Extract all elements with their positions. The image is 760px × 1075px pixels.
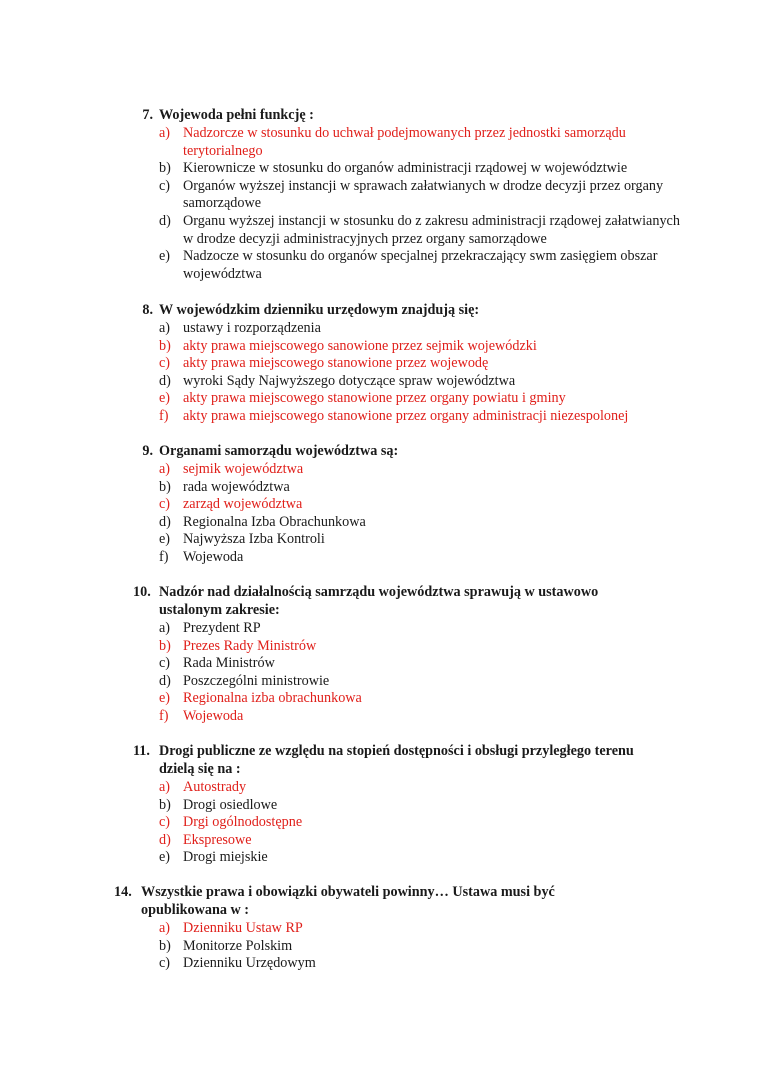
question-7 <box>0 107 760 282</box>
option-letter: c) <box>159 355 171 372</box>
answer-option <box>0 920 760 938</box>
option-letter: e) <box>159 531 171 548</box>
question-text: Drogi publiczne ze względu na stopień dostępności i obsługi przyległego terenu dzielą się na : <box>159 743 634 777</box>
option-text: Autostrady <box>183 779 247 795</box>
option-text: Rada Ministrów <box>183 655 275 672</box>
answer-option <box>0 690 760 708</box>
question-text: Wojewoda pełni funkcję : <box>159 107 314 123</box>
option-text: Wojewoda <box>183 707 244 724</box>
answer-option <box>0 408 760 426</box>
option-letter: d) <box>159 212 171 229</box>
option-text: sejmik województwa <box>183 461 304 477</box>
option-letter: c) <box>159 955 171 972</box>
answer-option <box>0 248 760 283</box>
option-letter: b) <box>159 160 171 177</box>
option-text: Dzienniku Ustaw RP <box>183 920 303 936</box>
option-text: akty prawa miejscowego stanowione przez organy powiatu i gminy <box>183 390 566 407</box>
option-letter: b) <box>159 337 171 354</box>
answer-option <box>0 496 760 514</box>
answer-option <box>0 125 760 160</box>
answer-option <box>0 938 760 956</box>
option-text: akty prawa miejscowego stanowione przez organy administracji niezespolonej <box>183 407 629 424</box>
option-letter: c) <box>159 496 171 513</box>
answer-option <box>0 779 760 797</box>
question-number: 10. <box>133 584 151 600</box>
question-text: Wszystkie prawa i obowiązki obywateli powinny… Ustawa musi być opublikowana w : <box>141 884 555 918</box>
option-text: Wojewoda <box>183 548 244 565</box>
option-text: wyroki Sądy Najwyższego dotyczące spraw województwa <box>183 372 516 389</box>
option-letter: c) <box>159 814 171 831</box>
question-text: W wojewódzkim dzienniku urzędowym znajdują się: <box>159 302 480 318</box>
option-text: ustawy i rozporządzenia <box>183 320 321 336</box>
answer-option <box>0 531 760 549</box>
question-number: 14. <box>114 884 132 900</box>
question-10 <box>0 584 760 724</box>
answer-option <box>0 213 760 248</box>
answer-option <box>0 832 760 850</box>
option-letter: d) <box>159 831 171 848</box>
option-text: Ekspresowe <box>183 831 252 848</box>
option-text: Regionalna izba obrachunkowa <box>183 690 362 707</box>
answer-option <box>0 355 760 373</box>
option-text: Kierownicze w stosunku do organów administracji rządowej w województwie <box>183 160 628 177</box>
option-letter: a) <box>159 125 171 141</box>
option-text: Najwyższa Izba Kontroli <box>183 531 325 548</box>
answer-option <box>0 955 760 973</box>
option-text: Nadzocze w stosunku do organów specjalnej przekraczający swm zasięgiem obszar województwa <box>183 248 658 282</box>
question-number: 11. <box>133 743 150 759</box>
answer-option <box>0 549 760 567</box>
answer-option <box>0 479 760 497</box>
question-number: 8. <box>142 302 153 318</box>
option-letter: e) <box>159 690 171 707</box>
option-letter: c) <box>159 655 171 672</box>
option-text: Dzienniku Urzędowym <box>183 955 316 972</box>
option-letter: e) <box>159 849 171 866</box>
answer-option <box>0 849 760 867</box>
option-letter: b) <box>159 478 171 495</box>
answer-option <box>0 461 760 479</box>
option-letter: a) <box>159 320 171 336</box>
option-text: Drogi miejskie <box>183 849 268 866</box>
answer-option <box>0 814 760 832</box>
answer-option <box>0 638 760 656</box>
answer-option <box>0 708 760 726</box>
option-text: Drgi ogólnodostępne <box>183 814 303 831</box>
option-text: Drogi osiedlowe <box>183 796 278 813</box>
option-letter: a) <box>159 461 171 477</box>
option-letter: c) <box>159 177 171 194</box>
option-text: Prezydent RP <box>183 620 261 636</box>
option-letter: a) <box>159 920 171 936</box>
answer-option <box>0 338 760 356</box>
question-9 <box>0 443 760 565</box>
question-14 <box>0 884 760 972</box>
option-letter: d) <box>159 672 171 689</box>
option-text: akty prawa miejscowego stanowione przez wojewodę <box>183 355 489 372</box>
answer-option <box>0 655 760 673</box>
answer-option <box>0 797 760 815</box>
option-text: Organu wyższej instancji w stosunku do z zakresu administracji rządowej załatwianych w drodze decyzji administracyjnych przez organy samorządowe <box>183 212 680 247</box>
option-letter: f) <box>159 548 169 565</box>
question-11 <box>0 743 760 866</box>
question-number: 9. <box>142 443 153 459</box>
option-letter: f) <box>159 407 169 424</box>
option-letter: a) <box>159 620 171 636</box>
answer-option <box>0 178 760 213</box>
option-letter: a) <box>159 779 171 795</box>
option-letter: e) <box>159 248 171 265</box>
answer-option <box>0 673 760 691</box>
option-letter: e) <box>159 390 171 407</box>
question-number: 7. <box>142 107 153 123</box>
answer-option <box>0 620 760 638</box>
option-text: Regionalna Izba Obrachunkowa <box>183 513 366 530</box>
answer-option <box>0 514 760 532</box>
option-text: akty prawa miejscowego sanowione przez sejmik wojewódzki <box>183 337 537 354</box>
option-letter: b) <box>159 796 171 813</box>
option-text: Poszczególni ministrowie <box>183 672 330 689</box>
option-text: Nadzorcze w stosunku do uchwał podejmowanych przez jednostki samorządu terytorialnego <box>183 125 626 159</box>
answer-option <box>0 373 760 391</box>
option-text: zarząd województwa <box>183 496 303 513</box>
option-text: Monitorze Polskim <box>183 937 293 954</box>
option-letter: f) <box>159 707 169 724</box>
question-text: Organami samorządu województwa są: <box>159 443 399 459</box>
question-text: Nadzór nad działalnością samrządu województwa sprawują w ustawowo ustalonym zakresie: <box>159 584 599 618</box>
answer-option <box>0 160 760 178</box>
option-text: Organów wyższej instancji w sprawach załatwianych w drodze decyzji przez organy samorządowe <box>183 177 664 212</box>
option-text: rada województwa <box>183 478 290 495</box>
option-letter: d) <box>159 513 171 530</box>
option-letter: b) <box>159 637 171 654</box>
option-text: Prezes Rady Ministrów <box>183 637 317 654</box>
option-letter: b) <box>159 937 171 954</box>
question-8 <box>0 302 760 424</box>
answer-option <box>0 320 760 338</box>
option-letter: d) <box>159 372 171 389</box>
answer-option <box>0 390 760 408</box>
